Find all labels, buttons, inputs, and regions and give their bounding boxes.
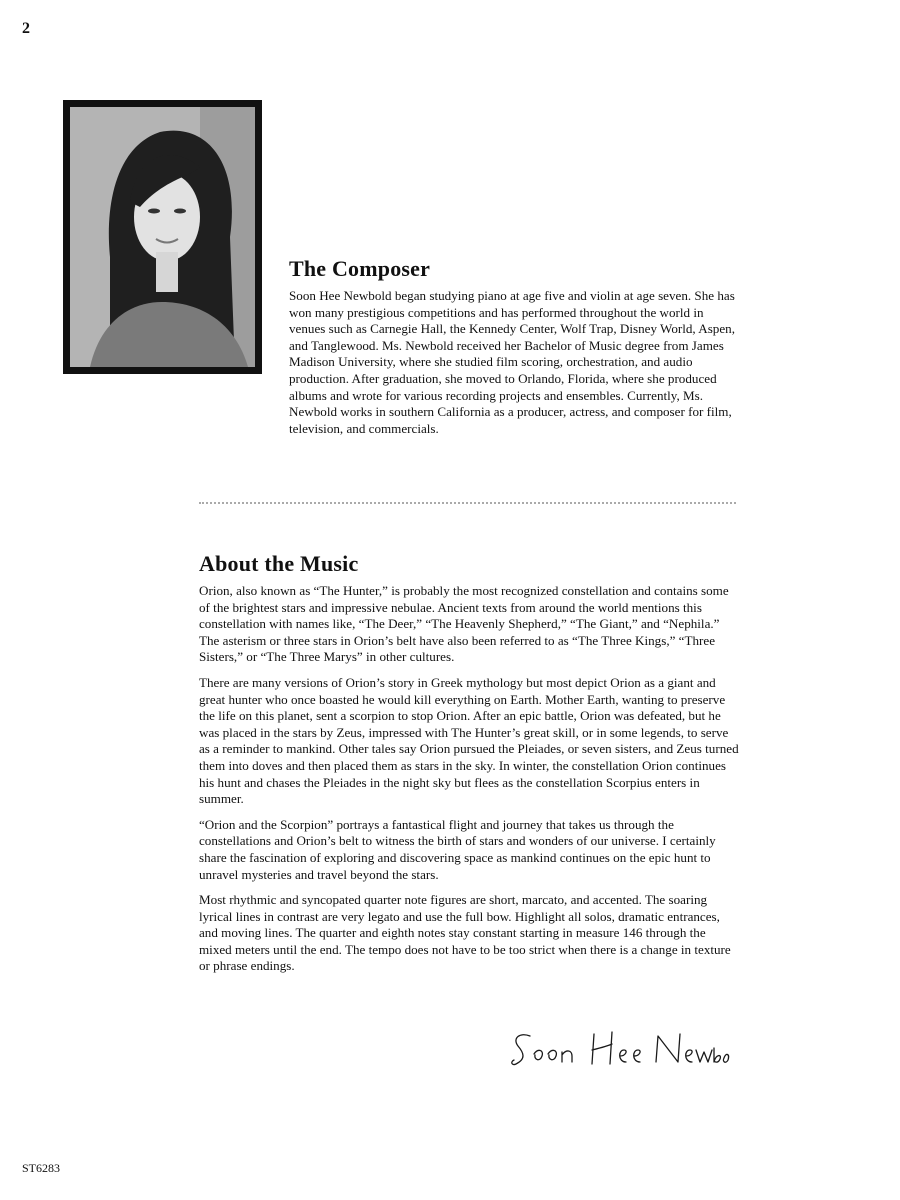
about-music-heading: About the Music [199, 551, 359, 576]
composer-heading: The Composer [289, 256, 431, 281]
page-number: 2 [22, 20, 30, 37]
about-paragraph: “Orion and the Scorpion” portrays a fantastical flight and journey that takes us through the constellations and Orion’s belt to witness the birth of stars and wonders of our universe. I certainly share the fascination of exploring and discovering space as mankind continues on the epic hunt to unravel mysteries and travel beyond the stars. [199, 816, 716, 882]
catalog-number: ST6283 [22, 1161, 61, 1175]
composer-section [289, 256, 739, 437]
composer-signature [508, 1026, 730, 1072]
composer-photo [70, 107, 255, 367]
composer-bio: Soon Hee Newbold began studying piano at age five and violin at age seven. She has won many prestigious competitions and has performed throughout the world in venues such as Carnegie Hall, the Kennedy Center, Wolf Trap, Disney World, Aspen, and Tanglewood. Ms. Newbold received her Bachelor of Music degree from James Madison University, where she studied film scoring, orchestration, and audio production. After graduation, she moved to Orlando, Florida, where she produced albums and wrote for various recording projects and ensembles. Currently, Ms. Newbold works in southern California as a producer, actress, and composer for film, television, and commercials. [289, 288, 735, 436]
about-paragraph: Most rhythmic and syncopated quarter note figures are short, marcato, and accented. The soaring lyrical lines in contrast are very legato and use the full bow. Highlight all solos, dramatic entrances, and moving lines. The quarter and eighth notes stay constant starting in measure 146 through the mixed meters until the end. The tempo does not have to be too strict when there is a change in texture or phrase endings. [199, 892, 731, 974]
about-paragraph: Orion, also known as “The Hunter,” is probably the most recognized constellation and contains some of the brightest stars and impressive nebulae. Ancient texts from around the world mentions this constellation with names like, “The Deer,” “The Heavenly Shepherd,” “The Giant,” and “Nephila.” The asterism or three stars in Orion’s belt have also been referred to as “The Three Kings,” “Three Sisters,” or “The Three Marys” in other cultures. [199, 583, 729, 665]
about-paragraph: There are many versions of Orion’s story in Greek mythology but most depict Orion as a giant and great hunter who once boasted he would kill everything on Earth. Mother Earth, wanting to preserve the life on this planet, sent a scorpion to stop Orion. After an epic battle, Orion was defeated, but he was placed in the stars by Zeus, impressed with The Hunter’s great skill, or in some legends, to serve as a reminder to mankind. Other tales say Orion pursued the Pleiades, or seven sisters, and Zeus turned them into doves and then placed them as stars in the sky. In winter, the constellation Orion continues his hunt and chases the Pleiades in the night sky but flees as the constellation Scorpius enters in summer. [199, 674, 739, 807]
about-music-section [199, 551, 739, 984]
composer-photo-frame [63, 100, 262, 374]
section-divider [199, 502, 736, 504]
